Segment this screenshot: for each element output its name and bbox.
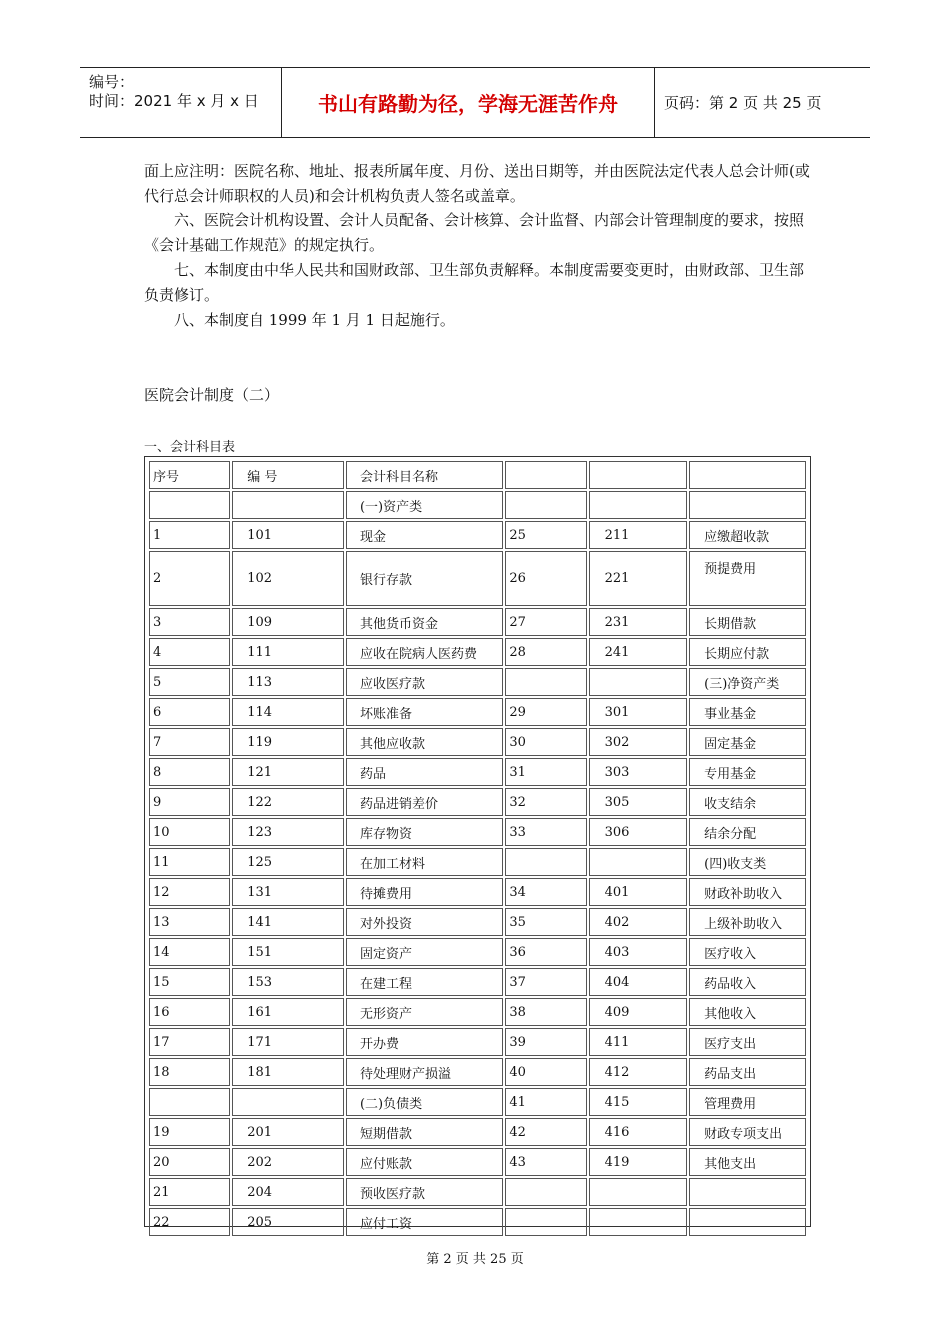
cell-seq: [149, 491, 230, 519]
cell-name-2: 财政补助收入: [689, 878, 806, 906]
account-table-frame: [144, 456, 811, 1232]
cell-seq-2: 41: [505, 1088, 586, 1116]
cell-code: 119: [232, 728, 344, 756]
cell-seq-2: 43: [505, 1148, 586, 1176]
section-title: 医院会计制度（二）: [144, 386, 280, 404]
cell-code-2: 402: [589, 908, 688, 936]
cell-code-2: 221: [589, 551, 688, 606]
cell-seq-2: [505, 668, 586, 696]
cell-seq-2: 37: [505, 968, 586, 996]
cell-code-2: 411: [589, 1028, 688, 1056]
table-row: [149, 848, 806, 876]
cell-code: 121: [232, 758, 344, 786]
cell-seq: 1: [149, 521, 230, 549]
table-row: [149, 1028, 806, 1056]
paragraph-4: 八、本制度自 1999 年 1 月 1 日起施行。: [174, 311, 455, 329]
cell-name: 应付账款: [346, 1148, 503, 1176]
cell-seq-2: 33: [505, 818, 586, 846]
cell-code: 204: [232, 1178, 344, 1206]
table-row: [149, 638, 806, 666]
cell-seq: 22: [149, 1208, 230, 1236]
cell-code: 153: [232, 968, 344, 996]
cell-code: 109: [232, 608, 344, 636]
cell-name: 药品进销差价: [346, 788, 503, 816]
cell-name: 对外投资: [346, 908, 503, 936]
cell-name-2: 应缴超收款: [689, 521, 806, 549]
cell-name: 银行存款: [346, 551, 503, 606]
table-row: [149, 878, 806, 906]
cell-seq-2: 40: [505, 1058, 586, 1086]
cell-seq-2: [505, 1208, 586, 1236]
cell-seq-2: 29: [505, 698, 586, 726]
table-row: [149, 968, 806, 996]
table-row: [149, 1088, 806, 1116]
cell-seq-2: [505, 461, 586, 489]
cell-seq-2: 31: [505, 758, 586, 786]
cell-name-2: 上级补助收入: [689, 908, 806, 936]
table-row: [149, 668, 806, 696]
table-row: [149, 1058, 806, 1086]
cell-seq-2: [505, 1178, 586, 1206]
cell-name-2: (三)净资产类: [689, 668, 806, 696]
cell-name: (一)资产类: [346, 491, 503, 519]
cell-name-2: 其他收入: [689, 998, 806, 1026]
cell-name: (二)负债类: [346, 1088, 503, 1116]
cell-name-2: 财政专项支出: [689, 1118, 806, 1146]
cell-code: 205: [232, 1208, 344, 1236]
paragraph-3: 七、本制度由中华人民共和国财政部、卫生部负责解释。本制度需要变更时，由财政部、卫生部负责修订。: [144, 261, 805, 304]
cell-code: 101: [232, 521, 344, 549]
table-row: [149, 491, 806, 519]
cell-code: 102: [232, 551, 344, 606]
cell-name-2: [689, 491, 806, 519]
table-row: [149, 1178, 806, 1206]
table-row: [149, 758, 806, 786]
cell-code-2: [589, 491, 688, 519]
cell-seq: 15: [149, 968, 230, 996]
header-info-cell: [80, 68, 282, 137]
cell-name-2: 管理费用: [689, 1088, 806, 1116]
cell-name: 应付工资: [346, 1208, 503, 1236]
cell-code-2: 403: [589, 938, 688, 966]
cell-name: 开办费: [346, 1028, 503, 1056]
cell-code: 201: [232, 1118, 344, 1146]
table-title: 一、会计科目表: [144, 440, 236, 455]
cell-code: 122: [232, 788, 344, 816]
table-row: [149, 908, 806, 936]
cell-seq-2: 42: [505, 1118, 586, 1146]
cell-seq-2: 27: [505, 608, 586, 636]
cell-code-2: 412: [589, 1058, 688, 1086]
cell-seq-2: 35: [505, 908, 586, 936]
cell-name-2: 事业基金: [689, 698, 806, 726]
cell-seq: 19: [149, 1118, 230, 1146]
cell-name-2: 医疗支出: [689, 1028, 806, 1056]
cell-seq: 6: [149, 698, 230, 726]
cell-code-2: [589, 1178, 688, 1206]
cell-code: [232, 491, 344, 519]
cell-seq-2: 25: [505, 521, 586, 549]
cell-code: 125: [232, 848, 344, 876]
cell-code-2: 401: [589, 878, 688, 906]
cell-code: 181: [232, 1058, 344, 1086]
cell-seq: 12: [149, 878, 230, 906]
cell-seq: 2: [149, 551, 230, 606]
table-row: [149, 788, 806, 816]
cell-name: 待摊费用: [346, 878, 503, 906]
cell-name-2: [689, 461, 806, 489]
cell-code-2: 306: [589, 818, 688, 846]
paragraph-2: 六、医院会计机构设置、会计人员配备、会计核算、会计监督、内部会计管理制度的要求，按照《会计基础工作规范》的规定执行。: [144, 211, 805, 254]
table-row: [149, 728, 806, 756]
cell-name: 会计科目名称: [346, 461, 503, 489]
cell-name: 短期借款: [346, 1118, 503, 1146]
cell-seq-2: 32: [505, 788, 586, 816]
cell-name-2: 药品收入: [689, 968, 806, 996]
table-row: [149, 1118, 806, 1146]
cell-seq: 5: [149, 668, 230, 696]
cell-seq: 18: [149, 1058, 230, 1086]
cell-name-2: 药品支出: [689, 1058, 806, 1086]
number-label: 编号：: [89, 73, 135, 91]
cell-code-2: 241: [589, 638, 688, 666]
table-row: [149, 698, 806, 726]
cell-seq: 序号: [149, 461, 230, 489]
table-row: [149, 938, 806, 966]
table-row: [149, 1208, 806, 1236]
cell-name: 库存物资: [346, 818, 503, 846]
cell-code-2: [589, 848, 688, 876]
cell-name-2: 专用基金: [689, 758, 806, 786]
account-table: [147, 459, 808, 1238]
cell-code-2: 404: [589, 968, 688, 996]
cell-code: 202: [232, 1148, 344, 1176]
cell-name: 待处理财产损溢: [346, 1058, 503, 1086]
cell-code: 131: [232, 878, 344, 906]
cell-seq: 8: [149, 758, 230, 786]
cell-seq-2: 30: [505, 728, 586, 756]
page-footer: 第 2 页 共 25 页: [426, 1252, 524, 1267]
cell-name-2: 长期应付款: [689, 638, 806, 666]
cell-seq-2: 28: [505, 638, 586, 666]
cell-seq-2: [505, 491, 586, 519]
cell-name-2: 其他支出: [689, 1148, 806, 1176]
cell-seq: 13: [149, 908, 230, 936]
cell-name-2: 收支结余: [689, 788, 806, 816]
cell-name-2: 预提费用: [689, 551, 806, 606]
cell-code-2: 302: [589, 728, 688, 756]
cell-code: 123: [232, 818, 344, 846]
cell-code-2: 211: [589, 521, 688, 549]
cell-code-2: [589, 461, 688, 489]
cell-seq-2: 39: [505, 1028, 586, 1056]
table-row: [149, 551, 806, 606]
cell-code: 151: [232, 938, 344, 966]
cell-seq: 4: [149, 638, 230, 666]
cell-name-2: [689, 1208, 806, 1236]
cell-code: [232, 1088, 344, 1116]
cell-seq: 20: [149, 1148, 230, 1176]
cell-code: 113: [232, 668, 344, 696]
cell-seq-2: 38: [505, 998, 586, 1026]
cell-name: 应收在院病人医药费: [346, 638, 503, 666]
cell-code: 114: [232, 698, 344, 726]
table-row: [149, 998, 806, 1026]
cell-name: 固定资产: [346, 938, 503, 966]
cell-code-2: [589, 1208, 688, 1236]
cell-seq-2: [505, 848, 586, 876]
cell-name: 在建工程: [346, 968, 503, 996]
cell-seq-2: 26: [505, 551, 586, 606]
cell-seq: 9: [149, 788, 230, 816]
cell-code-2: 305: [589, 788, 688, 816]
cell-seq: 7: [149, 728, 230, 756]
table-header-row: [149, 461, 806, 489]
page-indicator: 页码：第 2 页 共 25 页: [664, 94, 822, 112]
cell-seq-2: 34: [505, 878, 586, 906]
cell-name-2: 医疗收入: [689, 938, 806, 966]
cell-code: 161: [232, 998, 344, 1026]
table-row: [149, 521, 806, 549]
cell-name: 药品: [346, 758, 503, 786]
cell-name-2: 固定基金: [689, 728, 806, 756]
cell-code-2: 231: [589, 608, 688, 636]
cell-name: 预收医疗款: [346, 1178, 503, 1206]
cell-seq: [149, 1088, 230, 1116]
cell-name-2: 长期借款: [689, 608, 806, 636]
cell-name: 其他应收款: [346, 728, 503, 756]
date-text: 时间：2021 年 x 月 x 日: [89, 92, 259, 110]
cell-code: 111: [232, 638, 344, 666]
cell-code-2: 415: [589, 1088, 688, 1116]
cell-seq: 10: [149, 818, 230, 846]
page-header: [80, 67, 870, 138]
cell-name: 无形资产: [346, 998, 503, 1026]
table-row: [149, 818, 806, 846]
cell-seq-2: 36: [505, 938, 586, 966]
cell-name: 坏账准备: [346, 698, 503, 726]
cell-code-2: [589, 668, 688, 696]
cell-code-2: 409: [589, 998, 688, 1026]
motto: 书山有路勤为径，学海无涯苦作舟: [282, 68, 655, 137]
cell-code-2: 419: [589, 1148, 688, 1176]
cell-code-2: 303: [589, 758, 688, 786]
cell-code: 171: [232, 1028, 344, 1056]
cell-seq: 17: [149, 1028, 230, 1056]
cell-seq: 21: [149, 1178, 230, 1206]
paragraph-1: 面上应注明：医院名称、地址、报表所属年度、月份、送出日期等，并由医院法定代表人总会计师(或代行总会计师职权的人员)和会计机构负责人签名或盖章。: [144, 162, 810, 205]
cell-name: 现金: [346, 521, 503, 549]
cell-code-2: 301: [589, 698, 688, 726]
cell-code: 编 号: [232, 461, 344, 489]
cell-seq: 11: [149, 848, 230, 876]
cell-name-2: [689, 1178, 806, 1206]
cell-name: 应收医疗款: [346, 668, 503, 696]
cell-seq: 16: [149, 998, 230, 1026]
table-row: [149, 1148, 806, 1176]
cell-name-2: 结余分配: [689, 818, 806, 846]
cell-name: 其他货币资金: [346, 608, 503, 636]
cell-code-2: 416: [589, 1118, 688, 1146]
table-row: [149, 608, 806, 636]
cell-name: 在加工材料: [346, 848, 503, 876]
cell-seq: 14: [149, 938, 230, 966]
cell-code: 141: [232, 908, 344, 936]
cell-name-2: (四)收支类: [689, 848, 806, 876]
cell-seq: 3: [149, 608, 230, 636]
